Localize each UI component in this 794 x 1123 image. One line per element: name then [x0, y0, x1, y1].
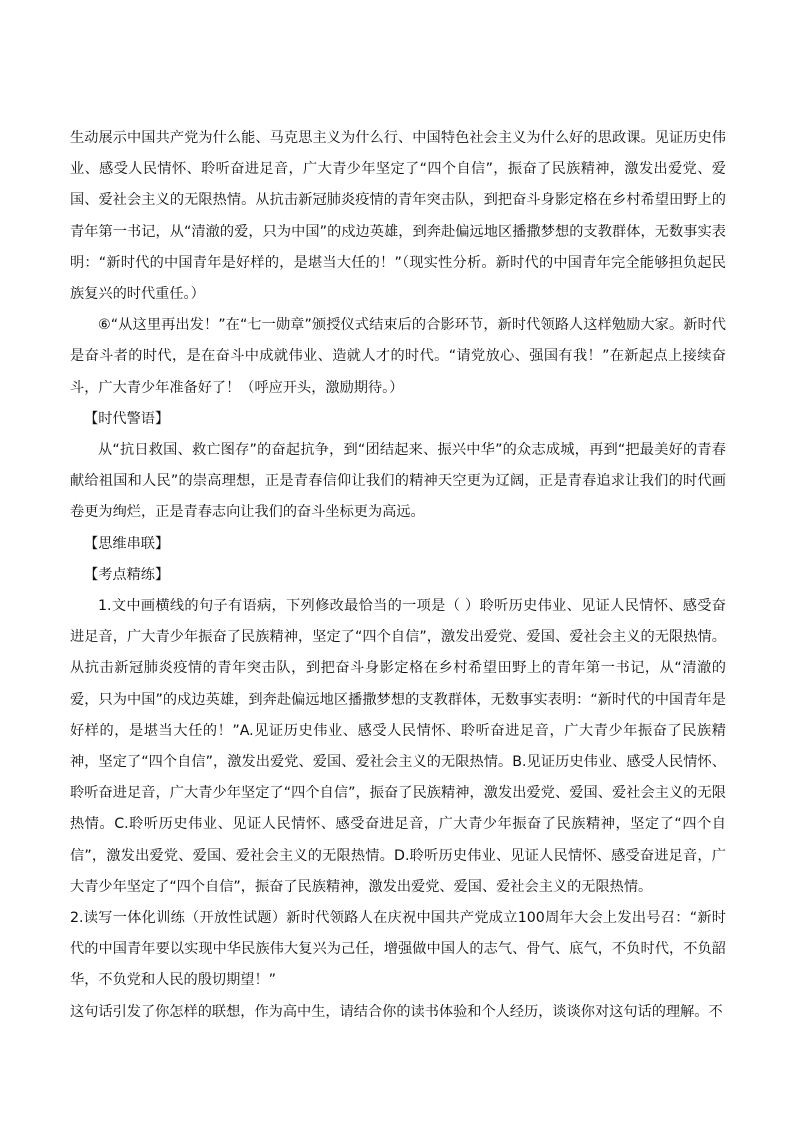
document-body	[70, 123, 726, 1028]
paragraph-era-warning: 从“抗日救国、救亡图存”的奋起抗争，到“团结起来、振兴中华”的众志成城，再到“把最美好的青春献给祖国和人民”的崇高理想，正是青春信仰让我们的精神天空更为辽阔，正是青春追求让我们的时代画卷更为绚烂，正是青春志向让我们的奋斗坐标更为高远。	[70, 442, 726, 521]
heading-thinking-link: 【思维串联】	[84, 535, 170, 552]
question-2-prompt: 这句话引发了你怎样的联想，作为高中生，请结合你的读书体验和个人经历，谈谈你对这句话的理解。不	[70, 1003, 723, 1020]
paragraph-intro: 生动展示中国共产党为什么能、马克思主义为什么行、中国特色社会主义为什么好的思政课。见证历史伟业、感受人民情怀、聆听奋进足音，广大青少年坚定了“四个自信”，振奋了民族精神，激发出爱党、爱国、爱社会主义的无限热情。从抗击新冠肺炎疫情的青年突击队，到把奋斗身影定格在乡村希望田野上的青年第一书记，从“清澈的爱，只为中国”的戍边英雄，到奔赴偏远地区播撒梦想的支教群体，无数事实表明：“新时代的中国青年是好样的，是堪当大任的！”（现实性分析。新时代的中国青年完全能够担负起民族复兴的时代重任。）	[70, 130, 726, 303]
question-2: 2.读写一体化训练（开放性试题）新时代领路人在庆祝中国共产党成立100周年大会上发出号召：“新时代的中国青年要以实现中华民族伟大复兴为己任，增强做中国人的志气、骨气、底气，不负时代，不负韶华，不负党和人民的殷切期望！”	[70, 910, 726, 989]
heading-exam-practice: 【考点精练】	[84, 566, 170, 583]
heading-era-warning: 【时代警语】	[84, 410, 170, 427]
paragraph-six: ⑥“从这里再出发！”在“七一勋章”颁授仪式结束后的合影环节，新时代领路人这样勉励大家。新时代是奋斗者的时代，是在奋斗中成就伟业、造就人才的时代。“请党放心、强国有我！”在新起点上接续奋斗，广大青少年准备好了！（呼应开头，激励期待。）	[70, 317, 726, 396]
question-1: 1.文中画横线的句子有语病，下列修改最恰当的一项是（ ）聆听历史伟业、见证人民情怀、感受奋进足音，广大青少年振奋了民族精神，坚定了“四个自信”，激发出爱党、爱国、爱社会主义的无限热情。从抗击新冠肺炎疫情的青年突击队，到把奋斗身影定格在乡村希望田野上的青年第一书记，从“清澈的爱，只为中国”的戍边英雄，到奔赴偏远地区播撒梦想的支教群体，无数事实表明：“新时代的中国青年是好样的，是堪当大任的！”A.见证历史伟业、感受人民情怀、聆听奋进足音，广大青少年振奋了民族精神，坚定了“四个自信”，激发出爱党、爱国、爱社会主义的无限热情。B.见证历史伟业、感受人民情怀、聆听奋进足音，广大青少年坚定了“四个自信”，振奋了民族精神，激发出爱党、爱国、爱社会主义的无限热情。C.聆听历史伟业、见证人民情怀、感受奋进足音，广大青少年振奋了民族精神，坚定了“四个自信”，激发出爱党、爱国、爱社会主义的无限热情。D.聆听历史伟业、见证人民情怀、感受奋进足音，广大青少年坚定了“四个自信”，振奋了民族精神，激发出爱党、爱国、爱社会主义的无限热情。	[70, 598, 726, 895]
